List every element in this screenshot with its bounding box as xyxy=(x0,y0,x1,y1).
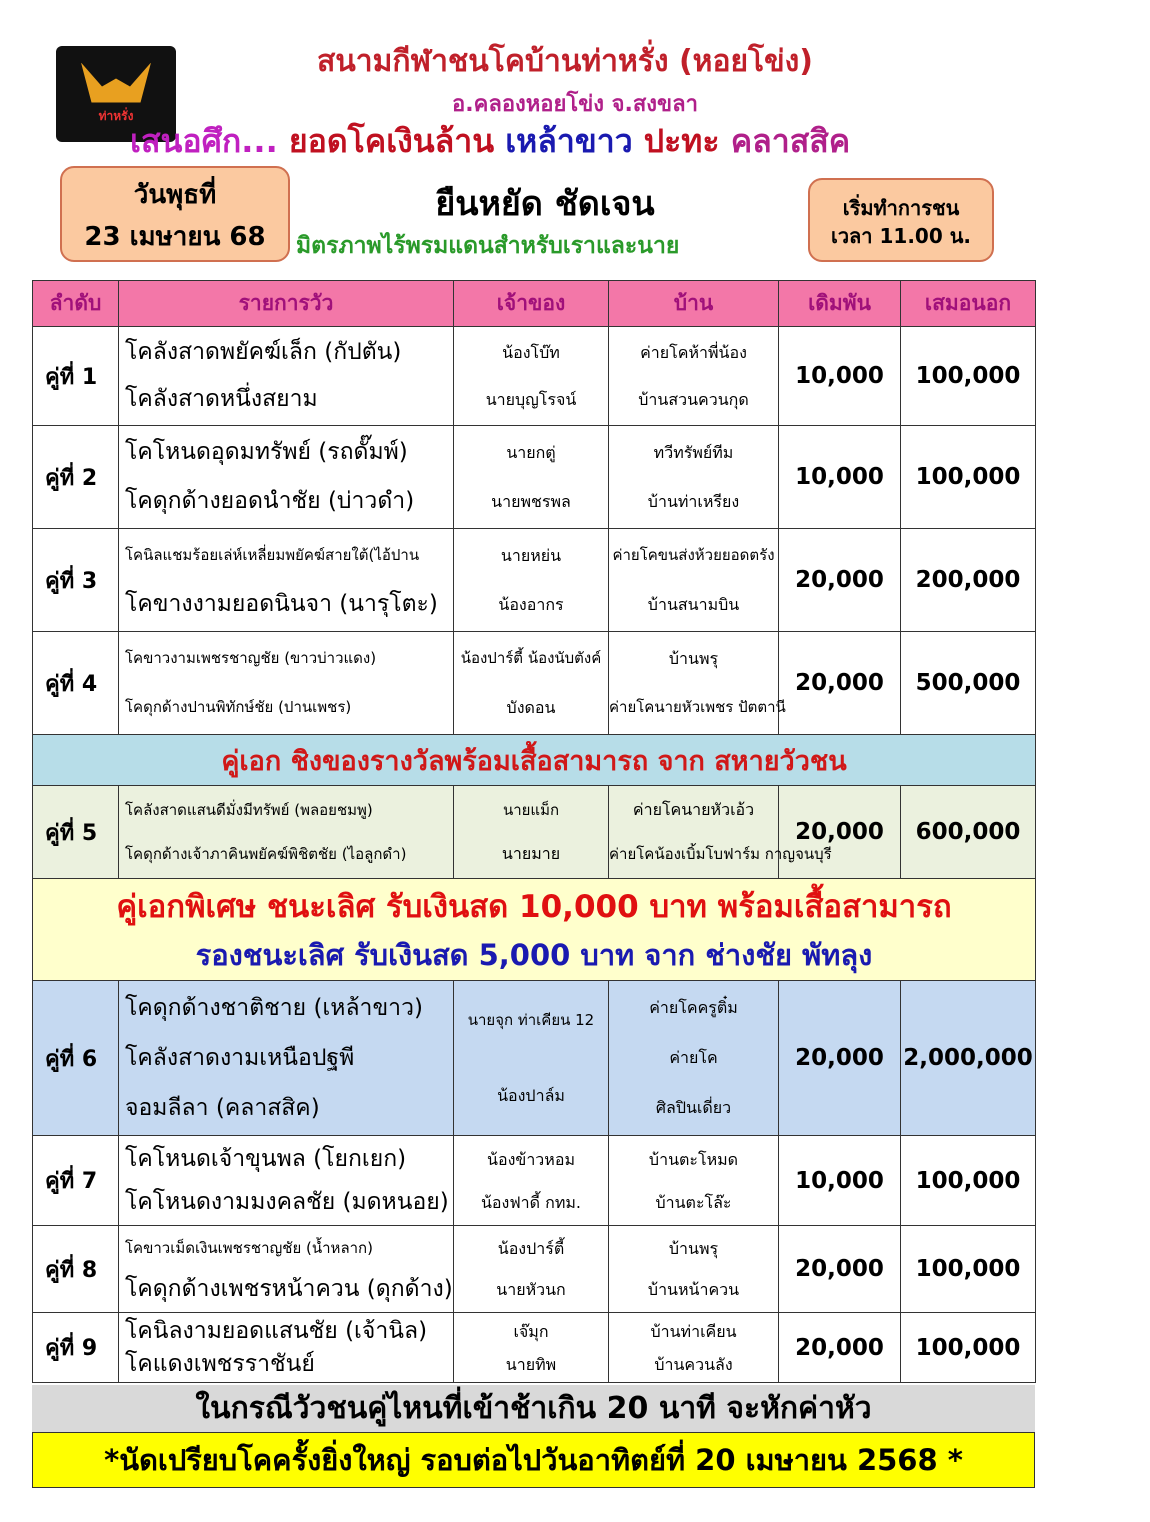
bet-amount: 20,000 xyxy=(779,981,901,1136)
homes-line: ค่ายโคห้าพี่น้อง xyxy=(640,343,747,362)
owners-line: น้องข้าวหอม xyxy=(487,1149,575,1169)
owners-line: นายจุก ท่าเคียน 12 xyxy=(467,1011,595,1029)
draw-amount: 200,000 xyxy=(901,529,1036,632)
owners-line: นายแม็ก xyxy=(502,801,560,819)
bet-amount: 10,000 xyxy=(779,327,901,426)
cow-names xyxy=(119,1226,454,1313)
owners-line: น้องอากร xyxy=(498,595,564,614)
homes-line: ศิลปินเดี่ยว xyxy=(655,1098,732,1117)
headline-part: ปะทะ xyxy=(643,122,731,160)
special-prize-line1: คู่เอกพิเศษ ชนะเลิศ รับเงินสด 10,000 บาท พร้อมเสื้อสามารถ xyxy=(116,888,952,925)
homes-line: บ้านท่าเหรียง xyxy=(647,492,740,511)
cow-names xyxy=(119,327,454,426)
match-row xyxy=(33,529,1036,632)
pair-number: คู่ที่ 7 xyxy=(33,1136,119,1226)
owners-line: บังดอน xyxy=(506,698,556,717)
cow-names-line: โคดุกด้างเจ้าภาคินพยัคฆ์พิชิตชัย (ไอลูกดำ) xyxy=(125,845,407,863)
column-header: เจ้าของ xyxy=(454,281,609,327)
match-table xyxy=(32,280,1036,1383)
owners-line: น้องปาร์ตี้ xyxy=(497,1239,565,1258)
next-event-note: *นัดเปรียบโคครั้งยิ่งใหญ่ รอบต่อไปวันอาทิตย์ที่ 20 เมษายน 2568 * xyxy=(32,1432,1035,1488)
logo-text: ท่าหรั่ง xyxy=(98,108,134,123)
cow-names-line: โคโหนดอุดมทรัพย์ (รถดั๊มพ์) xyxy=(125,439,408,465)
owners xyxy=(454,1226,609,1313)
cow-names-line: โคขาวงามเพชรชาญชัย (ขาวบ่าวแดง) xyxy=(125,649,377,667)
homes-line: ทวีทรัพย์ทีม xyxy=(653,443,734,462)
owners-line: น้องฟาดี้ กทม. xyxy=(480,1192,581,1212)
homes-line: บ้านควนลัง xyxy=(654,1354,733,1374)
homes xyxy=(609,1226,779,1313)
homes xyxy=(609,632,786,735)
match-row xyxy=(33,1136,1036,1226)
cow-names-line: โคลังสาดหนึ่งสยาม xyxy=(125,386,318,412)
banner xyxy=(33,879,1036,981)
bet-amount: 20,000 xyxy=(779,529,901,632)
homes-line: บ้านตะโหมด xyxy=(648,1149,739,1169)
headline-part: คลาสสิค xyxy=(730,122,851,160)
cow-names xyxy=(119,1313,454,1383)
homes-line: ค่ายโคน้องเบิ้มโบฟาร์ม กาญจนบุรี xyxy=(609,845,832,863)
motto: ยืนหยัด ชัดเจน xyxy=(435,184,655,224)
cow-names xyxy=(119,786,454,879)
homes-line: บ้านสวนควนกุด xyxy=(638,390,749,409)
homes-line: ค่ายโคนายหัวเพชร ปัตตานี xyxy=(609,698,786,716)
cow-names-line: จอมลีลา (คลาสสิค) xyxy=(125,1095,320,1121)
cow-names xyxy=(119,632,454,735)
cow-names-line: โคนิลงามยอดแสนชัย (เจ้านิล) xyxy=(125,1317,428,1344)
match-row xyxy=(33,1313,1036,1383)
owners xyxy=(454,981,609,1136)
date-box xyxy=(60,166,290,262)
bet-amount: 20,000 xyxy=(779,1226,901,1313)
draw-amount: 100,000 xyxy=(901,1313,1036,1383)
owners-line: นายพชรพล xyxy=(491,492,571,511)
column-header: รายการวัว xyxy=(119,281,454,327)
pair-number: คู่ที่ 4 xyxy=(33,632,119,735)
match-row xyxy=(33,632,1036,735)
owners-line: นายหัวนก xyxy=(496,1280,566,1299)
bet-amount: 10,000 xyxy=(779,1136,901,1226)
homes xyxy=(609,529,779,632)
pair-number: คู่ที่ 3 xyxy=(33,529,119,632)
owners xyxy=(454,786,609,879)
homes-line: บ้านท่าเคียน xyxy=(650,1321,737,1341)
homes-line: ค่ายโคขนส่งห้วยยอดตรัง xyxy=(612,546,775,564)
homes-line: บ้านพรุ xyxy=(668,649,719,668)
cow-names-line: โคดุกด้างเพชรหน้าควน (ดุกด้าง) xyxy=(125,1276,453,1302)
cow-names-line: โคดุกด้างยอดนำชัย (บ่าวดำ) xyxy=(125,488,415,514)
cow-names-line: โคโหนดเจ้าขุนพล (โยกเยก) xyxy=(125,1145,407,1172)
headline-part: เสนอศึก... xyxy=(130,122,289,160)
cow-names-line: โคขางงามยอดนินจา (นารุโตะ) xyxy=(125,591,438,617)
pair-number: คู่ที่ 6 xyxy=(33,981,119,1136)
draw-amount: 2,000,000 xyxy=(901,981,1036,1136)
homes-line: บ้านตะโล๊ะ xyxy=(655,1192,732,1212)
owners-line: นายหย่น xyxy=(500,546,562,565)
owners-line: นายมาย xyxy=(501,844,561,863)
draw-amount: 100,000 xyxy=(901,327,1036,426)
event-date: 23 เมษายน 68 xyxy=(84,222,266,252)
pair-number: คู่ที่ 8 xyxy=(33,1226,119,1313)
cow-names xyxy=(119,981,454,1136)
cow-names xyxy=(119,529,454,632)
owners-line: นายบุญโรจน์ xyxy=(485,390,577,409)
owners-line: น้องโบ๊ท xyxy=(502,343,560,362)
owners xyxy=(454,632,609,735)
special-prize-line2: รองชนะเลิศ รับเงินสด 5,000 บาท จาก ช่างชัย พัทลุง xyxy=(195,937,873,972)
start-label: เริ่มทำการชน xyxy=(842,196,960,220)
day-label: วันพุธที่ xyxy=(133,180,217,210)
cow-names-line: โคโหนดงามมงคลชัย (มดหนอย) xyxy=(125,1188,449,1215)
homes xyxy=(609,1136,779,1226)
homes-line: บ้านพรุ xyxy=(668,1239,719,1258)
bet-amount: 20,000 xyxy=(779,1313,901,1383)
owners xyxy=(454,1313,609,1383)
friendship-slogan: มิตรภาพไร้พรมแดนสำหรับเราและนาย xyxy=(296,233,680,259)
start-time: เวลา 11.00 น. xyxy=(830,224,971,248)
owners-line: น้องปาร์ตี้ น้องนับตังค์ xyxy=(460,649,602,667)
owners-line: นายกตู่ xyxy=(506,443,556,462)
homes-line: ค่ายโค xyxy=(669,1048,718,1067)
owners-line: เจ๊มุก xyxy=(513,1321,549,1341)
homes-line: บ้านหน้าควน xyxy=(647,1280,740,1299)
start-time-box xyxy=(808,178,994,262)
homes xyxy=(609,327,779,426)
cow-names-line: โคลังสาดแสนดีมั่งมีทรัพย์ (พลอยชมพู) xyxy=(125,801,373,819)
cow-names-line: โคดุกด้างปานพิทักษ์ชัย (ปานเพชร) xyxy=(125,698,352,716)
homes xyxy=(609,1313,779,1383)
homes xyxy=(609,981,779,1136)
draw-amount: 500,000 xyxy=(901,632,1036,735)
match-row xyxy=(33,981,1036,1136)
cow-names xyxy=(119,426,454,529)
pair-number: คู่ที่ 9 xyxy=(33,1313,119,1383)
cow-names-line: โคดุกด้างชาติชาย (เหล้าขาว) xyxy=(125,995,423,1021)
bet-amount: 20,000 xyxy=(779,632,901,735)
homes-line: ค่ายโคนายหัวเอ้ว xyxy=(632,800,755,819)
cow-names-line: โคลังสาดงามเหนือปฐพี xyxy=(125,1045,355,1071)
main-event-banner: คู่เอก ชิงของรางวัลพร้อมเสื้อสามารถ จาก สหายวัวชน xyxy=(221,745,847,777)
owners xyxy=(454,426,609,529)
headline xyxy=(130,116,850,167)
cow-names-line: โคแดงเพชรราชันย์ xyxy=(125,1350,315,1377)
draw-amount: 100,000 xyxy=(901,426,1036,529)
cow-names xyxy=(119,1136,454,1226)
owners xyxy=(454,1136,609,1226)
draw-amount: 100,000 xyxy=(901,1226,1036,1313)
banner xyxy=(33,735,1036,786)
homes-line: ค่ายโคครูติ๋ม xyxy=(649,998,738,1017)
column-header: เสมอนอก xyxy=(901,281,1036,327)
late-rule-note: ในกรณีวัวชนคู่ไหนที่เข้าช้าเกิน 20 นาที จะหักค่าหัว xyxy=(32,1385,1035,1432)
draw-amount: 600,000 xyxy=(901,786,1036,879)
match-row xyxy=(33,327,1036,426)
venue-title: สนามกีฬาชนโคบ้านท่าหรั่ง (หอยโข่ง) xyxy=(316,44,814,79)
cow-names-line: โคนิลแชมร้อยเล่ห์เหลี่ยมพยัคฆ์สายใต้(ไอ้ปาน xyxy=(125,546,420,564)
bet-amount: 10,000 xyxy=(779,426,901,529)
homes xyxy=(609,426,779,529)
homes xyxy=(609,786,832,879)
pair-number: คู่ที่ 5 xyxy=(33,786,119,879)
owners-line: นายทิพ xyxy=(505,1354,557,1374)
match-row xyxy=(33,786,1036,879)
match-row xyxy=(33,1226,1036,1313)
match-row xyxy=(33,426,1036,529)
venue-location: อ.คลองหอยโข่ง จ.สงขลา xyxy=(452,92,698,117)
pair-number: คู่ที่ 1 xyxy=(33,327,119,426)
pair-number: คู่ที่ 2 xyxy=(33,426,119,529)
owners xyxy=(454,529,609,632)
homes-line: บ้านสนามบิน xyxy=(647,595,740,614)
cow-names-line: โคขาวเม็ดเงินเพชรชาญชัย (น้ำหลาก) xyxy=(125,1239,373,1257)
cow-names-line: โคลังสาดพยัคฆ์เล็ก (กัปตัน) xyxy=(125,339,402,365)
draw-amount: 100,000 xyxy=(901,1136,1036,1226)
column-header: ลำดับ xyxy=(33,281,119,327)
owners xyxy=(454,327,609,426)
owners-line: น้องปาล์ม xyxy=(497,1086,565,1105)
headline-part: ยอดโคเงินล้าน xyxy=(288,122,506,160)
headline-part: เหล้าขาว xyxy=(505,122,644,160)
bet-amount: 20,000 xyxy=(779,786,901,879)
column-header: เดิมพัน xyxy=(779,281,901,327)
column-header: บ้าน xyxy=(609,281,779,327)
